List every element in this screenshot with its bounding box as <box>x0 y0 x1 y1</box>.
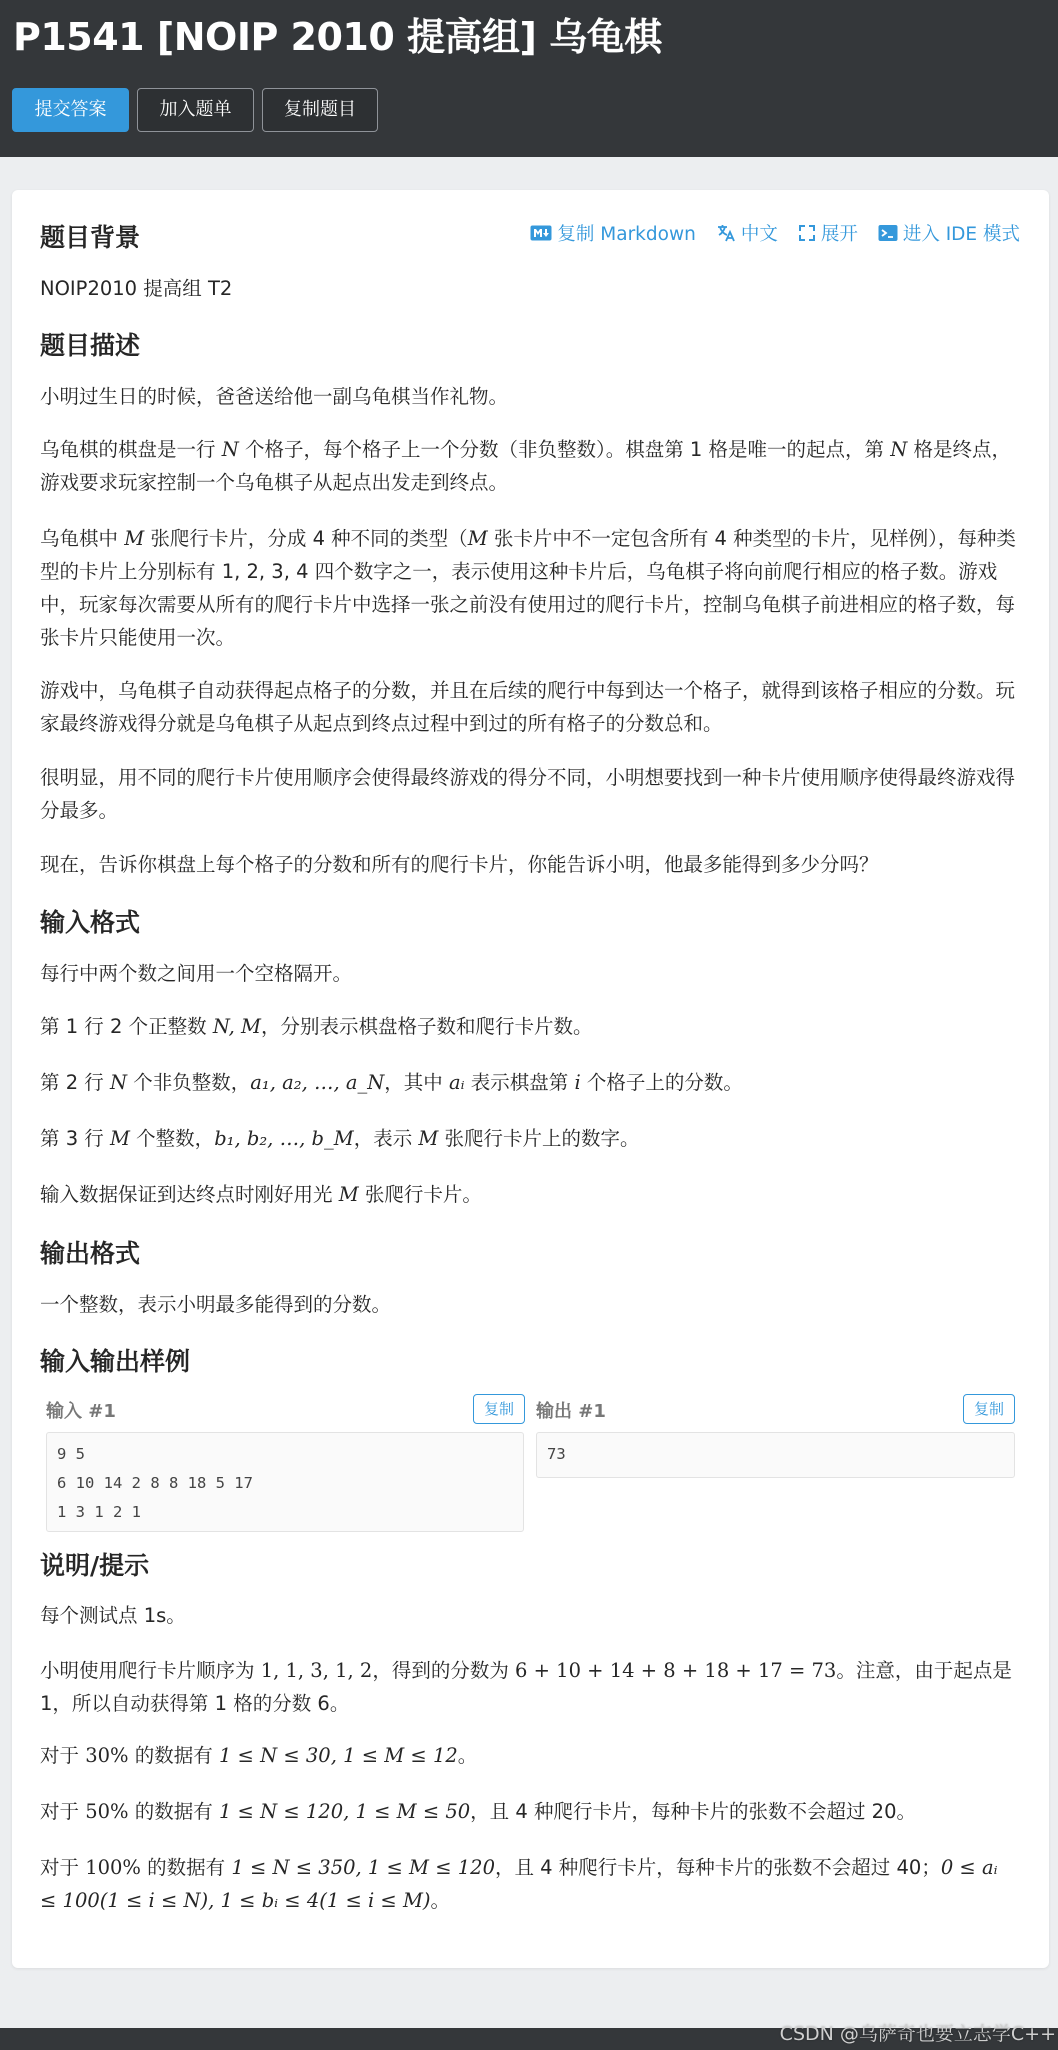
expand-label: 展开 <box>820 224 858 245</box>
hint-title: 说明/提示 <box>40 1551 150 1580</box>
submit-answer-button[interactable]: 提交答案 <box>12 88 129 132</box>
code-line: 1 3 1 2 1 <box>57 1503 141 1521</box>
input-p4: 第 3 行 M 个整数，b₁, b₂, …, b_M，表示 M 张爬行卡片上的数字。 <box>40 1127 640 1150</box>
samples-title: 输入输出样例 <box>40 1347 191 1376</box>
hint-p4: 对于 50% 的数据有 1 ≤ N ≤ 120, 1 ≤ M ≤ 50，且 4 种爬行卡片，每种卡片的张数不会超过 20。 <box>40 1800 916 1823</box>
input-p1: 每行中两个数之间用一个空格隔开。 <box>40 962 353 985</box>
output-format-title: 输出格式 <box>40 1239 141 1268</box>
hint-p5: 对于 100% 的数据有 1 ≤ N ≤ 350, 1 ≤ M ≤ 120，且 4 种爬行卡片，每种卡片的张数不会超过 40；0 ≤ aᵢ ≤ 100(1 ≤ i ≤ N), 1 ≤ bᵢ ≤ 4(1 ≤ i ≤ M)。 <box>40 1856 998 1912</box>
description-p6: 现在，告诉你棋盘上每个格子的分数和所有的爬行卡片，你能告诉小明，他最多能得到多少分吗？ <box>40 853 879 876</box>
add-to-list-button[interactable]: 加入题单 <box>137 88 254 132</box>
sample-input-box[interactable] <box>46 1432 524 1532</box>
code-line: 9 5 <box>57 1445 85 1463</box>
markdown-icon <box>530 225 552 241</box>
hint-p2: 小明使用爬行卡片顺序为 1, 1, 3, 1, 2，得到的分数为 6 + 10 + 14 + 8 + 18 + 17 = 73。注意，由于起点是 1，所以自动获得第 1 格的分数 6。 <box>40 1659 1012 1715</box>
page-title: P1541 [NOIP 2010 提高组] 乌龟棋 <box>13 15 662 59</box>
sample-input-label: 输入 #1 <box>46 1401 116 1422</box>
ide-mode-label: 进入 IDE 模式 <box>902 224 1020 245</box>
expand-link[interactable] <box>798 220 858 246</box>
expand-icon <box>798 224 816 242</box>
input-p5: 输入数据保证到达终点时刚好用光 M 张爬行卡片。 <box>40 1183 482 1206</box>
problem-header <box>0 0 1058 157</box>
input-format-title: 输入格式 <box>40 908 141 937</box>
terminal-icon <box>878 224 898 242</box>
background-text: NOIP2010 提高组 T2 <box>40 277 233 300</box>
problem-toolbar <box>530 218 1020 248</box>
ide-mode-link[interactable] <box>878 220 1020 246</box>
translate-icon <box>716 223 736 243</box>
description-p4: 游戏中，乌龟棋子自动获得起点格子的分数，并且在后续的爬行中每到达一个格子，就得到该格子相应的分数。玩家最终游戏得分就是乌龟棋子从起点到终点过程中到过的所有格子的分数总和。 <box>40 679 1016 735</box>
background-title: 题目背景 <box>40 223 141 252</box>
description-p5: 很明显，用不同的爬行卡片使用顺序会使得最终游戏的得分不同，小明想要找到一种卡片使用顺序使得最终游戏得分最多。 <box>40 766 1016 822</box>
description-title: 题目描述 <box>40 331 141 360</box>
input-p2: 第 1 行 2 个正整数 N, M，分别表示棋盘格子数和爬行卡片数。 <box>40 1015 593 1038</box>
description-p2: 乌龟棋的棋盘是一行 N 个格子，每个格子上一个分数（非负整数）。棋盘第 1 格是唯一的起点，第 N 格是终点，游戏要求玩家控制一个乌龟棋子从起点出发走到终点。 <box>40 438 1011 494</box>
copy-markdown-label: 复制 Markdown <box>557 224 696 245</box>
hint-p1: 每个测试点 1s。 <box>40 1604 186 1627</box>
output-p1: 一个整数，表示小明最多能得到的分数。 <box>40 1293 392 1316</box>
sample-output-box[interactable] <box>536 1432 1015 1478</box>
description-p3: 乌龟棋中 M 张爬行卡片，分成 4 种不同的类型（M 张卡片中不一定包含所有 4 种类型的卡片，见样例），每种类型的卡片上分别标有 1, 2, 3, 4 四个数字之一，表示使用这种卡片后，乌龟棋子将向前爬行相应的格子数。游戏中，玩家每次需要从所有的爬行卡片中选择一张之前没有使用过的爬行卡片，控制乌龟棋子前进相应的格子数，每张卡片只能使用一次。 <box>40 527 1016 649</box>
language-label: 中文 <box>740 224 778 245</box>
copy-sample-output-button[interactable]: 复制 <box>963 1394 1015 1424</box>
copy-markdown-link[interactable] <box>530 220 695 246</box>
code-line: 6 10 14 2 8 8 18 5 17 <box>57 1474 253 1492</box>
copy-sample-input-button[interactable]: 复制 <box>473 1394 525 1424</box>
code-line: 73 <box>547 1445 566 1463</box>
copy-problem-button[interactable]: 复制题目 <box>262 88 378 132</box>
watermark-text: CSDN @乌萨奇也要立志学C++ <box>779 2023 1056 2045</box>
input-p3: 第 2 行 N 个非负整数，a₁, a₂, …, a_N，其中 aᵢ 表示棋盘第 i 个格子上的分数。 <box>40 1071 743 1094</box>
description-p1: 小明过生日的时候，爸爸送给他一副乌龟棋当作礼物。 <box>40 385 509 408</box>
sample-output-label: 输出 #1 <box>536 1401 606 1422</box>
language-switch[interactable] <box>716 220 778 246</box>
hint-p3: 对于 30% 的数据有 1 ≤ N ≤ 30, 1 ≤ M ≤ 12。 <box>40 1744 478 1767</box>
